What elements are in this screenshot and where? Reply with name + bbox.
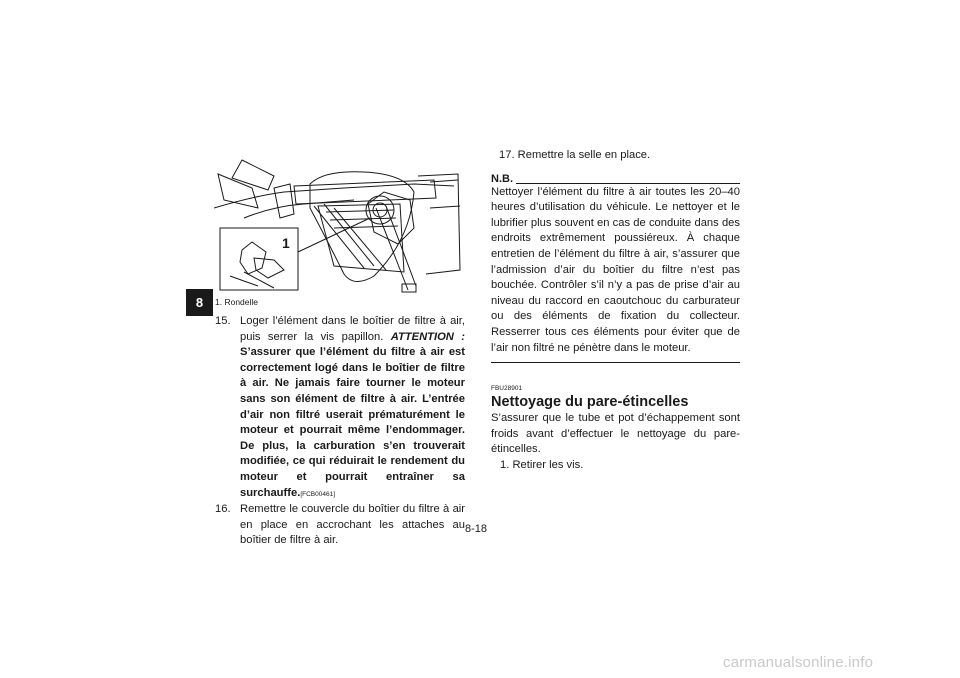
step-16	[215, 502, 465, 549]
step-text: Remettre le couvercle du boîtier du filtre à air en place en accrochant les attaches au boîtier de filtre à air.	[240, 503, 465, 547]
air-filter-illustration	[214, 148, 464, 298]
step-1: 1. Retirer les vis.	[500, 458, 584, 471]
callout-number: 1	[282, 235, 290, 251]
note-label: N.B.	[491, 172, 513, 185]
step-number: 16.	[215, 503, 231, 516]
warning-text: S’assurer que l’élément du filtre à air est correctement logé dans le boîtier de filtre à air. Ne jamais faire tourner le moteur sans son élément de filtre à air. L’entrée d’air non filtré userait prématurément le moteur et pourrait même l’endommager. De plus, la carburation s’en trouverait modifiée, ce qui réduirait le rendement du moteur et pourrait entraîner sa surchauffe.	[240, 346, 465, 499]
section-body: S’assurer que le tube et pot d’échappement sont froids avant d’effectuer le nettoyage du pare-étincelles.	[491, 412, 740, 456]
attention-label: ATTENTION :	[390, 330, 465, 343]
chapter-tab: 8	[186, 289, 213, 316]
step-17: 17. Remettre la selle en place.	[499, 149, 651, 161]
section-code: FBU28901	[491, 385, 523, 393]
page-number: 8-18	[465, 523, 488, 535]
step-15	[215, 314, 465, 502]
step-number: 15.	[215, 315, 231, 327]
air-filter-drawing	[214, 148, 464, 298]
reference-code: [FCB00461]	[300, 490, 335, 498]
step-text: Loger l’élément dans le boîtier de filtre à air, puis serrer la vis papillon.	[240, 315, 465, 343]
section-title: Nettoyage du pare-étincelles	[491, 394, 689, 411]
left-column	[215, 314, 465, 549]
note-body: Nettoyer l’élément du filtre à air toutes les 20–40 heures d’utilisation du véhicule. Le nettoyer et le lubrifier plus souvent en cas de conduite dans des endroits extrêmement poussiéreux. À chaque entretien de l’élément du filtre à air, s’assurer que l’admission d’air du boîtier du filtre n’est pas bouchée. Contrôler s’il n’y a pas de prise d’air au niveau du raccord en caoutchouc du carburateur ou des éléments de fixation du collecteur. Resserrer tous ces éléments pour éviter que de l’air non filtré ne pénètre dans le moteur.	[491, 185, 740, 364]
note-header	[491, 173, 740, 185]
watermark: carmanualsonline.info	[723, 654, 874, 671]
figure-caption: 1. Rondelle	[215, 297, 259, 307]
right-column	[491, 148, 740, 474]
note-rule	[516, 183, 740, 184]
